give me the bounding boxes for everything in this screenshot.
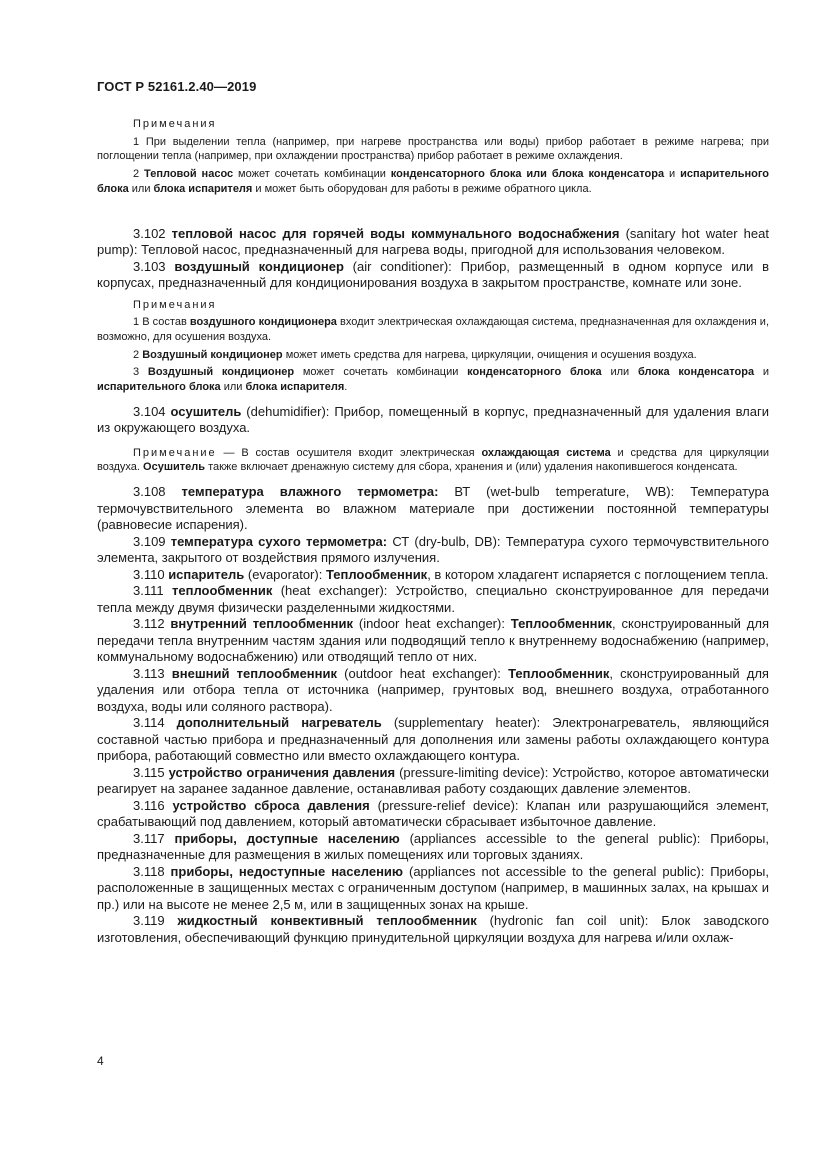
term-entry — [97, 484, 769, 534]
term-entry — [97, 534, 769, 567]
text-run: и — [754, 366, 769, 379]
text-run: или — [220, 381, 246, 394]
page-number: 4 — [97, 1054, 104, 1068]
text-run: 3.117 — [133, 830, 175, 846]
text-run: 3.102 — [133, 225, 172, 241]
term-entry — [97, 226, 769, 259]
text-run: (hydronic fan coil unit): Блок заводского изготовления, обеспечивающий функцию принудительной циркуляции воздуха для нагрева и/или охлаж- — [97, 913, 770, 945]
bold-term-run: Теплообменник — [510, 616, 613, 632]
text-run: (air conditioner): Прибор, размещенный в одном корпусе или в корпусах, предназначенный для кондиционирования воздуха в закрытом пространстве, комнате или зоне. — [97, 258, 770, 291]
text-run: (outdoor heat exchanger): — [337, 665, 509, 681]
standard-code-header: ГОСТ Р 52161.2.40—2019 — [97, 79, 257, 94]
text-run: (indoor heat exchanger): — [353, 616, 511, 632]
notes-title: Примечания — [133, 118, 217, 130]
text-run: 2 — [133, 168, 145, 181]
text-run: (appliances accessible to the general public): Приборы, предназначенные для размещения в жилых помещениях или торговых зданиях. — [97, 830, 769, 863]
text-run: (appliances not accessible to the general public): Приборы, расположенные в защищенных местах с ограниченным доступом (например, в машинных залах, на крышах и пр.) или на высоте не менее 2,5 м, или в защищенных зонах на крыше. — [97, 863, 769, 912]
bold-term-run: температура сухого термометра: — [170, 533, 388, 549]
text-run: (pressure-limiting device): Устройство, которое автоматически реагирует на заранее заданное давление, останавливая работу создающих давление элементов. — [97, 764, 769, 797]
text-run: (pressure-relief device): Клапан или разрушающийся элемент, срабатывающий под давлением, который автоматически сбрасывает избыточное давление. — [97, 797, 769, 830]
bold-term-run: температура влажного термометра: — [181, 484, 439, 500]
notes-title: Примечания — [133, 298, 217, 311]
term-entry — [97, 259, 769, 292]
term-entry — [97, 864, 769, 914]
note-item — [97, 446, 769, 475]
text-run: и — [664, 168, 681, 181]
bold-term-run: Теплообменник — [325, 566, 428, 582]
bold-term-run: воздушного кондиционера — [189, 316, 337, 329]
bold-term-run: испарительного блока — [97, 168, 769, 195]
text-run: 3 — [133, 366, 148, 379]
bold-term-run: Воздушный кондиционер — [147, 366, 295, 379]
notes-block-2 — [97, 298, 769, 395]
text-run: 2 — [133, 348, 143, 361]
bold-term-run: блока конденсатора — [637, 366, 755, 379]
text-run: . — [344, 381, 348, 394]
page-content — [97, 117, 769, 946]
bold-term-run: Осушитель — [143, 461, 206, 474]
notes-block-3 — [97, 446, 769, 475]
text-run: ВТ (wet-bulb temperature, WB): Температура термочувствительного элемента во влажном материале при достижении постоянной температуры (равновесие испарения). — [97, 484, 769, 533]
bold-term-run: Теплообменник — [508, 665, 610, 681]
term-entry — [97, 715, 769, 765]
text-run: 3.108 — [133, 484, 182, 500]
text-run: входит электрическая охлаждающая система, предназначенная для охлаждения и, возможно, для осушения воздуха. — [97, 316, 769, 343]
text-run: (supplementary heater): Электронагреватель, являющийся составной частью прибора и предназначенный для дополнения или замены работы охлаждающего контура прибора, работающий совместно или вместо охлаждающего контура. — [97, 715, 769, 764]
text-run: 3.112 — [133, 616, 171, 632]
text-run: 3.113 — [133, 665, 172, 681]
text-run: (evaporator): — [244, 566, 326, 582]
term-entry — [97, 616, 769, 666]
text-run: 3.114 — [133, 715, 177, 731]
bold-term-run: охлаждающая система — [481, 446, 611, 459]
term-entry — [97, 798, 769, 831]
text-run: — В состав осушителя входит электрическая — [216, 446, 482, 459]
text-run: 3.116 — [133, 797, 173, 813]
bold-term-run: Воздушный кондиционер — [142, 348, 283, 361]
bold-term-run: блока испарителя — [153, 182, 253, 195]
bold-term-run: приборы, недоступные населению — [170, 863, 404, 879]
bold-term-run: испарительного блока — [97, 381, 221, 394]
bold-term-run: приборы, доступные населению — [174, 830, 400, 846]
term-entry — [97, 913, 769, 946]
text-run: может иметь средства для нагрева, циркуляции, очищения и осушения воздуха. — [282, 348, 697, 361]
text-run: 3.118 — [133, 863, 171, 879]
note-item — [97, 135, 769, 164]
text-run: (heat exchanger): Устройство, специально сконструированное для передачи тепла между двумя физически разделенными жидкостями. — [97, 583, 769, 615]
term-entry — [97, 404, 769, 437]
bold-term-run: устройство ограничения давления — [168, 764, 396, 780]
bold-term-run: осушитель — [170, 403, 242, 419]
bold-term-run: испаритель — [168, 566, 245, 582]
text-run: 3.119 — [133, 913, 178, 929]
bold-term-run: Тепловой насос — [144, 168, 234, 181]
text-run: может сочетать комбинации — [294, 366, 468, 379]
text-run: 3.104 — [133, 403, 171, 419]
notes-block-1 — [97, 117, 769, 197]
bold-term-run: внутренний теплообменник — [170, 616, 354, 632]
bold-term-run: тепловой насос для горячей воды коммунального водоснабжения — [171, 225, 620, 241]
text-run: 3.115 — [133, 764, 169, 780]
bold-term-run: жидкостный конвективный теплообменник — [177, 913, 477, 929]
bold-term-run: блока испарителя — [245, 381, 345, 394]
text-run: 1 При выделении тепла (например, при нагреве пространства или воды) прибор работает в режиме нагрева; при поглощении тепла (например, при охлаждении пространства) прибор работает в режиме охлаждения. — [97, 135, 769, 163]
text-run: и может быть оборудован для работы в режиме обратного цикла. — [252, 182, 592, 195]
text-run: или — [601, 366, 638, 379]
text-run: 3.109 — [133, 533, 171, 549]
text-run: (dehumidifier): Прибор, помещенный в корпус, предназначенный для удаления влаги из окружающего воздуха. — [97, 403, 769, 436]
term-entry — [97, 765, 769, 798]
text-run: также включает дренажную систему для сбора, хранения и (или) удаления накопившегося конденсата. — [205, 461, 738, 474]
bold-term-run: дополнительный нагреватель — [176, 715, 382, 731]
text-run: 3.103 — [133, 258, 175, 274]
bold-term-run: воздушный кондиционер — [174, 258, 344, 274]
text-run: , сконструированный для удаления или отбора тепла от источника (например, грунтовых вод, внешнего воздуха, отработанного воздуха, воды или соляного раствора). — [97, 665, 769, 714]
bold-term-run: конденсаторного блока — [467, 366, 602, 379]
text-run: , в котором хладагент испаряется с поглощением тепла. — [427, 566, 769, 582]
text-run: 3.111 — [133, 583, 172, 599]
note-item — [97, 348, 769, 363]
note-item — [97, 167, 769, 196]
text-run: , сконструированный для передачи тепла внутренним частям здания или подводящий тепло к внутреннему водоснабжению (например, коммунальному водоснабжению) или отводящий тепло от них. — [97, 616, 769, 665]
bold-term-run: устройство сброса давления — [172, 797, 370, 813]
note-item — [97, 365, 769, 394]
term-entry — [97, 831, 769, 864]
text-run: (sanitary hot water heat pump): Тепловой насос, предназначенный для нагрева воды, пригодной для использования человеком. — [97, 225, 769, 258]
note-item — [97, 315, 769, 344]
text-run: и средства для циркуляции воздуха. — [97, 446, 770, 474]
term-entry — [97, 583, 769, 616]
bold-term-run: теплообменник — [172, 583, 273, 599]
term-entry — [97, 666, 769, 716]
text-run: может сочетать комбинации — [233, 168, 391, 181]
term-entry — [97, 567, 769, 584]
bold-term-run: внешний теплообменник — [171, 665, 337, 681]
text-run: или — [128, 182, 154, 195]
bold-term-run: конденсаторного блока или блока конденсатора — [390, 168, 665, 181]
text-run: 3.110 — [133, 566, 169, 582]
text-run: СТ (dry-bulb, DB): Температура сухого термочувствительного элемента, закрытого от воздействия прямого излучения. — [97, 533, 769, 566]
text-run: Примечание — [133, 446, 217, 459]
text-run: 1 В состав — [133, 316, 190, 329]
